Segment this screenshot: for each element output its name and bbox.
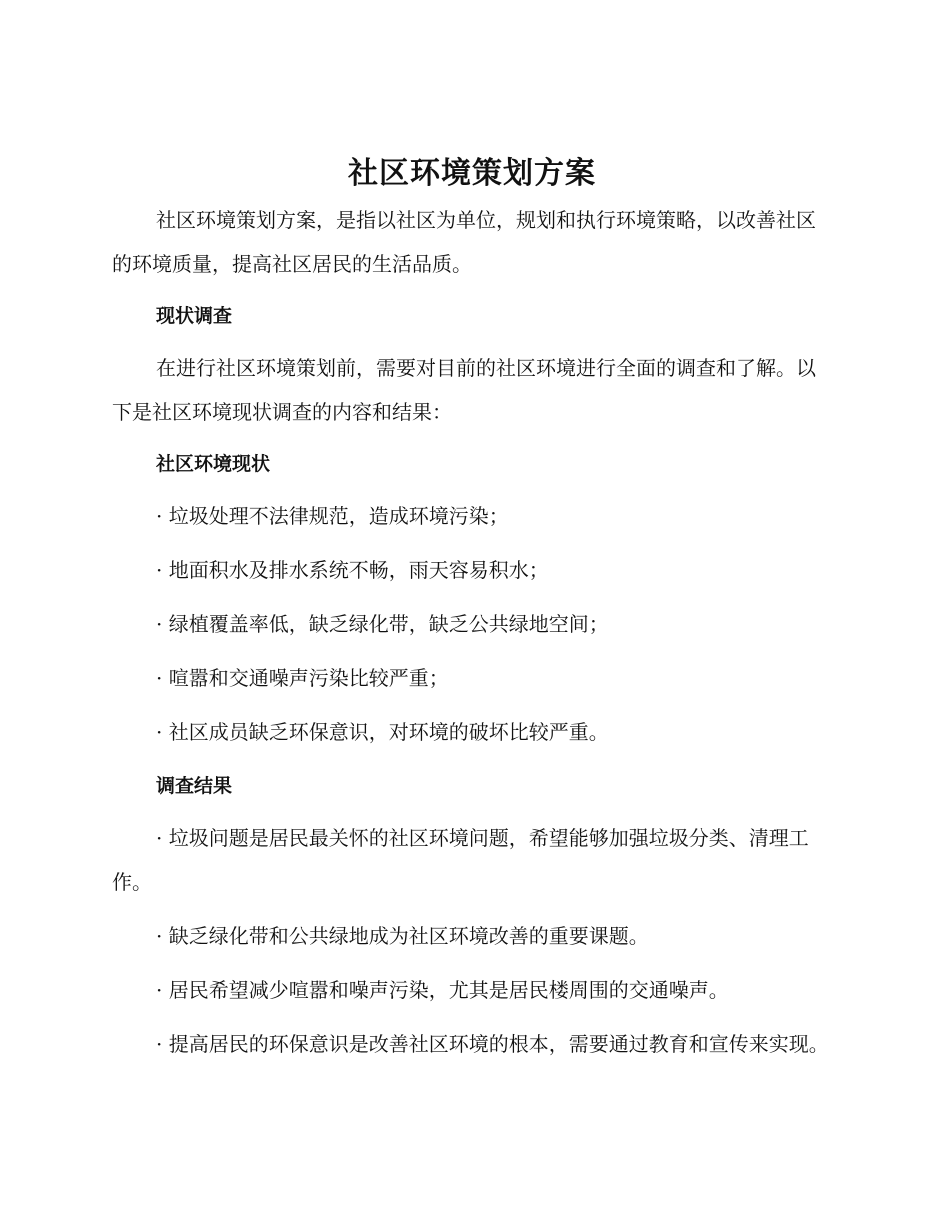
list-item: · 居民希望减少喧嚣和噪声污染，尤其是居民楼周围的交通噪声。 — [156, 978, 729, 1002]
survey-paragraph: 在进行社区环境策划前，需要对目前的社区环境进行全面的调查和了解。以下是社区环境现状调查的内容和结果： — [112, 356, 816, 424]
list-item: · 缺乏绿化带和公共绿地成为社区环境改善的重要课题。 — [156, 924, 649, 948]
list-item: · 喧嚣和交通噪声污染比较严重； — [156, 666, 449, 690]
results-list — [112, 816, 832, 1066]
section-heading-results: 调查结果 — [156, 775, 233, 797]
list-item: · 垃圾问题是居民最关怀的社区环境问题，希望能够加强垃圾分类、清理工作。 — [112, 826, 809, 894]
intro-paragraph: 社区环境策划方案，是指以社区为单位，规划和执行环境策略，以改善社区的环境质量，提高社区居民的生活品质。 — [112, 208, 816, 276]
list-item: · 地面积水及排水系统不畅，雨天容易积水； — [156, 558, 549, 582]
section-heading-status: 社区环境现状 — [156, 453, 271, 475]
list-item: · 绿植覆盖率低，缺乏绿化带，缺乏公共绿地空间； — [156, 612, 609, 636]
status-list — [112, 494, 832, 754]
list-item: · 社区成员缺乏环保意识，对环境的破坏比较严重。 — [156, 720, 609, 744]
section-heading-survey: 现状调查 — [156, 305, 233, 327]
list-item: · 垃圾处理不法律规范，造成环境污染； — [156, 504, 509, 528]
document-page — [112, 150, 832, 1076]
list-item: · 提高居民的环保意识是改善社区环境的根本，需要通过教育和宣传来实现。 — [156, 1032, 829, 1056]
document-title: 社区环境策划方案 — [348, 156, 596, 191]
